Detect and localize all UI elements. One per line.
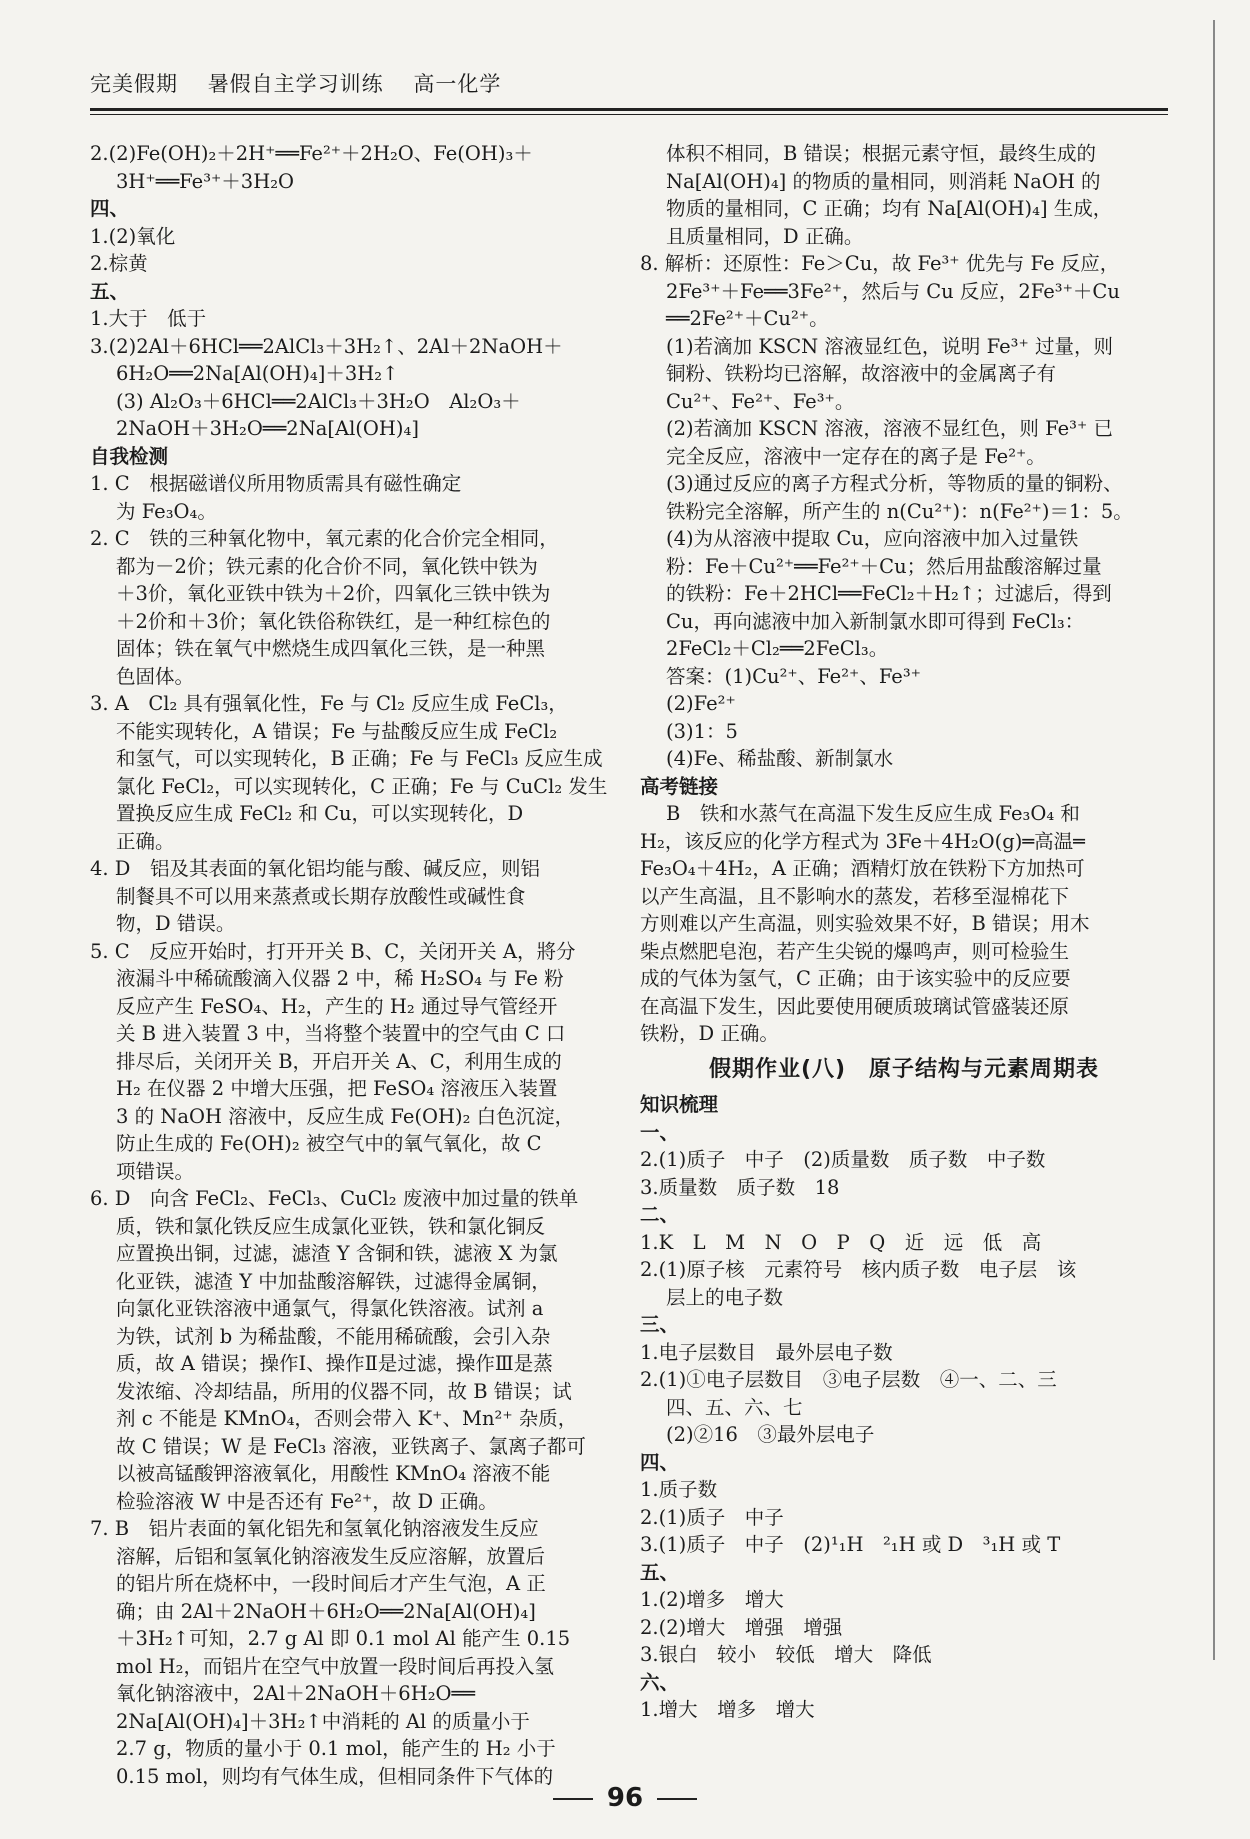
text-line: 为 Fe₃O₄。 bbox=[116, 499, 217, 523]
series-title: 暑假自主学习训练 bbox=[207, 72, 384, 96]
right-column bbox=[640, 140, 1168, 1724]
text-line: 3.银白 较小 较低 增大 降低 bbox=[640, 1643, 932, 1666]
text-line: 方则难以产生高温，则实验效果不好，B 错误；用木 bbox=[640, 912, 1090, 935]
section-heading: 四、 bbox=[90, 197, 130, 220]
text-line: ＋2价和＋3价；氧化铁俗称铁红，是一种红棕色的 bbox=[116, 609, 551, 633]
text-line: 固体；铁在氧气中燃烧生成四氧化三铁，是一种黑 bbox=[116, 637, 546, 660]
text-line: 反应产生 FeSO₄、H₂，产生的 H₂ 通过导气管经开 bbox=[116, 994, 558, 1018]
text-line: 5. C 反应开始时，打开开关 B、C，关闭开关 A，將分 bbox=[90, 939, 576, 963]
text-line: 6. D 向含 FeCl₂、FeCl₃、CuCl₂ 废液中加过量的铁单 bbox=[90, 1187, 579, 1210]
answer-line: 答案：(1)Cu²⁺、Fe²⁺、Fe³⁺ bbox=[666, 664, 921, 688]
text-line: 2. C 铁的三种氧化物中，氧元素的化合价完全相同， bbox=[90, 527, 559, 550]
page-number bbox=[0, 1783, 1250, 1813]
text-line: Cu，再向滤液中加入新制氯水即可得到 FeCl₃： bbox=[666, 609, 1085, 633]
section-heading: 五、 bbox=[640, 1560, 680, 1584]
answer-line: (4)Fe、稀盐酸、新制氯水 bbox=[666, 747, 894, 770]
section-heading: 三、 bbox=[640, 1313, 680, 1336]
text-line: 铁粉完全溶解，所产生的 n(Cu²⁺)：n(Fe²⁺)＝1：5。 bbox=[666, 499, 1133, 523]
text-line: 柴点燃肥皂泡，若产生尖锐的爆鸣声，则可检验生 bbox=[640, 939, 1070, 963]
page-number-dash-left bbox=[553, 1798, 593, 1800]
section-heading: 高考链接 bbox=[640, 774, 719, 798]
text-line: Cu²⁺、Fe²⁺、Fe³⁺。 bbox=[666, 389, 855, 413]
text-line: 3.(2)2Al＋6HCl══2AlCl₃＋3H₂↑、2Al＋2NaOH＋ bbox=[90, 334, 563, 358]
page-number-text: 96 bbox=[606, 1783, 644, 1813]
text-line: 0.15 mol，则均有气体生成，但相同条件下气体的 bbox=[116, 1764, 554, 1788]
section-heading: 二、 bbox=[640, 1203, 680, 1226]
text-line: 化亚铁，滤渣 Y 中加盐酸溶解铁，过滤得金属铜， bbox=[116, 1269, 551, 1293]
text-line: H₂，该反应的化学方程式为 3Fe＋4H₂O(g)═高温═ bbox=[640, 829, 1085, 853]
text-line: Na[Al(OH)₄] 的物质的量相同，则消耗 NaOH 的 bbox=[666, 169, 1101, 193]
text-line: 完全反应，溶液中一定存在的离子是 Fe²⁺。 bbox=[666, 444, 1046, 468]
subject-title: 高一化学 bbox=[413, 72, 502, 96]
text-line: 1.K L M N O P Q 近 远 低 高 bbox=[640, 1230, 1042, 1254]
text-line: 物质的量相同，C 正确；均有 Na[Al(OH)₄] 生成， bbox=[666, 197, 1113, 220]
header-rule-thick bbox=[90, 108, 1168, 111]
page-edge-line bbox=[1213, 20, 1215, 1660]
text-line: 3H⁺══Fe³⁺＋3H₂O bbox=[116, 169, 295, 193]
text-line: 都为－2价；铁元素的化合价不同，氧化铁中铁为 bbox=[116, 554, 538, 578]
text-line: 质，铁和氯化铁反应生成氯化亚铁，铁和氯化铜反 bbox=[116, 1214, 546, 1238]
text-line: H₂ 在仪器 2 中增大压强，把 FeSO₄ 溶液压入装置 bbox=[116, 1077, 558, 1100]
text-line: (1)若滴加 KSCN 溶液显红色，说明 Fe³⁺ 过量，则 bbox=[666, 334, 1113, 358]
text-line: 溶解，后铝和氢氧化钠溶液发生反应溶解，放置后 bbox=[116, 1544, 546, 1568]
answer-line: (2)Fe²⁺ bbox=[666, 692, 736, 715]
text-line: ＋3价，氧化亚铁中铁为＋2价，四氧化三铁中铁为 bbox=[116, 582, 551, 605]
section-heading: 一、 bbox=[640, 1120, 680, 1144]
text-line: 应置换出铜，过滤，滤渣 Y 含铜和铁，滤液 X 为氯 bbox=[116, 1242, 558, 1265]
text-line: 发浓缩、冷却结晶，所用的仪器不同，故 B 错误；试 bbox=[116, 1379, 572, 1403]
text-line: 1.(2)增多 增大 bbox=[640, 1588, 784, 1611]
running-header bbox=[90, 68, 1168, 98]
text-line: 在高温下发生，因此要使用硬质玻璃试管盛装还原 bbox=[640, 994, 1070, 1018]
text-line: 以产生高温，且不影响水的蒸发，若移至湿棉花下 bbox=[640, 884, 1070, 908]
text-line: 且质量相同，D 正确。 bbox=[666, 224, 864, 248]
section-heading: 四、 bbox=[640, 1450, 680, 1474]
text-line: 向氯化亚铁溶液中通氯气，得氯化铁溶液。试剂 a bbox=[116, 1297, 544, 1320]
text-line: 体积不相同，B 错误；根据元素守恒，最终生成的 bbox=[666, 142, 1097, 165]
text-line: 2.(1)质子 中子 bbox=[640, 1505, 784, 1529]
text-line: 防止生成的 Fe(OH)₂ 被空气中的氧气氧化，故 C bbox=[116, 1132, 542, 1155]
text-line: 关 B 进入装置 3 中，当将整个装置中的空气由 C 口 bbox=[116, 1022, 566, 1045]
text-line: 氧化钠溶液中，2Al＋2NaOH＋6H₂O══ bbox=[116, 1682, 476, 1705]
text-line: (3)通过反应的离子方程式分析，等物质的量的铜粉、 bbox=[666, 472, 1123, 495]
text-line: 2.(1)①电子层数目 ③电子层数 ④一、二、三 bbox=[640, 1368, 1057, 1391]
text-line: 剂 c 不能是 KMnO₄，否则会带入 K⁺、Mn²⁺ 杂质， bbox=[116, 1407, 578, 1430]
text-line: (2)若滴加 KSCN 溶液，溶液不显红色，则 Fe³⁺ 已 bbox=[666, 417, 1113, 440]
text-line: 2NaOH＋3H₂O══2Na[Al(OH)₄] bbox=[116, 417, 419, 440]
text-line: 检验溶液 W 中是否还有 Fe²⁺，故 D 正确。 bbox=[116, 1489, 498, 1513]
text-line: 成的气体为氢气，C 正确；由于该实验中的反应要 bbox=[640, 967, 1071, 990]
text-line: Fe₃O₄＋4H₂，A 正确；酒精灯放在铁粉下方加热可 bbox=[640, 857, 1085, 880]
left-column bbox=[90, 140, 610, 1790]
text-line: 3 的 NaOH 溶液中，反应生成 Fe(OH)₂ 白色沉淀， bbox=[116, 1104, 575, 1128]
text-line: 的铁粉：Fe＋2HCl══FeCl₂＋H₂↑；过滤后，得到 bbox=[666, 582, 1112, 605]
text-line: 的铝片所在烧杯中，一段时间后才产生气泡，A 正 bbox=[116, 1572, 546, 1595]
text-line: 2.(1)质子 中子 (2)质量数 质子数 中子数 bbox=[640, 1148, 1046, 1171]
text-line: 1. C 根据磁谱仪所用物质需具有磁性确定 bbox=[90, 472, 462, 495]
text-line: (3) Al₂O₃＋6HCl══2AlCl₃＋3H₂O Al₂O₃＋ bbox=[116, 389, 521, 413]
text-line: 1.大于 低于 bbox=[90, 307, 207, 330]
text-line: 3. A Cl₂ 具有强氧化性，Fe 与 Cl₂ 反应生成 FeCl₃， bbox=[90, 692, 568, 715]
text-line: (2)②16 ③最外层电子 bbox=[666, 1423, 875, 1446]
text-line: ══2Fe²⁺＋Cu²⁺。 bbox=[666, 307, 829, 330]
text-line: 置换反应生成 FeCl₂ 和 Cu，可以实现转化，D bbox=[116, 802, 524, 825]
text-line: 粉：Fe＋Cu²⁺══Fe²⁺＋Cu；然后用盐酸溶解过量 bbox=[666, 554, 1102, 578]
text-line: 2.(2)增大 增强 增强 bbox=[640, 1615, 843, 1639]
page-number-dash-right bbox=[657, 1798, 697, 1800]
text-line: 物，D 错误。 bbox=[116, 912, 236, 935]
text-line: 8. 解析：还原性：Fe＞Cu，故 Fe³⁺ 优先与 Fe 反应， bbox=[640, 252, 1120, 275]
text-line: 1.(2)氧化 bbox=[90, 224, 176, 248]
text-line: 氯化 FeCl₂，可以实现转化，C 正确；Fe 与 CuCl₂ 发生 bbox=[116, 774, 608, 798]
text-line: 四、五、六、七 bbox=[666, 1395, 803, 1419]
text-line: mol H₂，而铝片在空气中放置一段时间后再投入氢 bbox=[116, 1654, 554, 1678]
text-line: B 铁和水蒸气在高温下发生反应生成 Fe₃O₄ 和 bbox=[666, 802, 1080, 825]
text-line: 液漏斗中稀硫酸滴入仪器 2 中，稀 H₂SO₄ 与 Fe 粉 bbox=[116, 967, 564, 990]
text-line: 3.(1)质子 中子 (2)¹₁H ²₁H 或 D ³₁H 或 T bbox=[640, 1533, 1061, 1556]
text-line: 以被高锰酸钾溶液氧化，用酸性 KMnO₄ 溶液不能 bbox=[116, 1462, 551, 1485]
text-line: 不能实现转化，A 错误；Fe 与盐酸反应生成 FeCl₂ bbox=[116, 719, 558, 743]
text-line: 6H₂O══2Na[Al(OH)₄]＋3H₂↑ bbox=[116, 362, 399, 385]
text-line: 7. B 铝片表面的氧化铝先和氢氧化钠溶液发生反应 bbox=[90, 1517, 539, 1540]
section-heading: 五、 bbox=[90, 279, 130, 303]
answer-line: (3)1：5 bbox=[666, 719, 738, 743]
text-line: (4)为从溶液中提取 Cu，应向溶液中加入过量铁 bbox=[666, 527, 1079, 550]
text-line: 排尽后，关闭开关 B，开启开关 A、C，利用生成的 bbox=[116, 1049, 562, 1073]
text-line: 2Na[Al(OH)₄]＋3H₂↑中消耗的 Al 的质量小于 bbox=[116, 1709, 530, 1733]
text-line: 和氢气，可以实现转化，B 正确；Fe 与 FeCl₃ 反应生成 bbox=[116, 747, 603, 770]
text-line: 确；由 2Al＋2NaOH＋6H₂O══2Na[Al(OH)₄] bbox=[116, 1599, 536, 1623]
text-line: 2.(1)原子核 元素符号 核内质子数 电子层 该 bbox=[640, 1258, 1077, 1281]
text-line: 1.质子数 bbox=[640, 1478, 718, 1501]
section-heading: 自我检测 bbox=[90, 444, 169, 468]
text-line: 1.电子层数目 最外层电子数 bbox=[640, 1340, 893, 1364]
text-line: 质，故 A 错误；操作Ⅰ、操作Ⅱ是过滤，操作Ⅲ是蒸 bbox=[116, 1352, 553, 1375]
chapter-title: 假期作业(八) 原子结构与元素周期表 bbox=[708, 1056, 1100, 1082]
text-line: 2.(2)Fe(OH)₂＋2H⁺══Fe²⁺＋2H₂O、Fe(OH)₃＋ bbox=[90, 142, 533, 165]
text-line: 色固体。 bbox=[116, 664, 195, 688]
book-title: 完美假期 bbox=[90, 72, 178, 96]
text-line: 4. D 铝及其表面的氧化铝均能与酸、碱反应，则铝 bbox=[90, 857, 540, 880]
text-line: 2.7 g，物质的量小于 0.1 mol，能产生的 H₂ 小于 bbox=[116, 1737, 556, 1760]
text-line: 为铁，试剂 b 为稀盐酸，不能用稀硫酸，会引入杂 bbox=[116, 1324, 551, 1348]
text-line: 铜粉、铁粉均已溶解，故溶液中的金属离子有 bbox=[666, 362, 1057, 385]
text-line: 正确。 bbox=[116, 829, 175, 853]
text-line: ＋3H₂↑可知，2.7 g Al 即 0.1 mol Al 能产生 0.15 bbox=[116, 1627, 571, 1650]
text-line: 3.质量数 质子数 18 bbox=[640, 1175, 840, 1199]
text-line: 2Fe³⁺＋Fe══3Fe²⁺，然后与 Cu 反应，2Fe³⁺＋Cu bbox=[666, 279, 1120, 303]
section-heading: 知识梳理 bbox=[640, 1093, 719, 1116]
text-line: 层上的电子数 bbox=[666, 1285, 784, 1309]
text-line: 故 C 错误；W 是 FeCl₃ 溶液，亚铁离子、氯离子都可 bbox=[116, 1434, 586, 1458]
text-line: 项错误。 bbox=[116, 1159, 195, 1183]
text-line: 2FeCl₂＋Cl₂══2FeCl₃。 bbox=[666, 637, 889, 660]
text-line: 1.增大 增多 增大 bbox=[640, 1698, 815, 1721]
section-heading: 六、 bbox=[640, 1670, 680, 1694]
header-rule-thin bbox=[90, 114, 1168, 115]
text-line: 2.棕黄 bbox=[90, 252, 148, 275]
text-line: 铁粉，D 正确。 bbox=[640, 1022, 779, 1045]
text-line: 制餐具不可以用来蒸煮或长期存放酸性或碱性食 bbox=[116, 884, 526, 908]
